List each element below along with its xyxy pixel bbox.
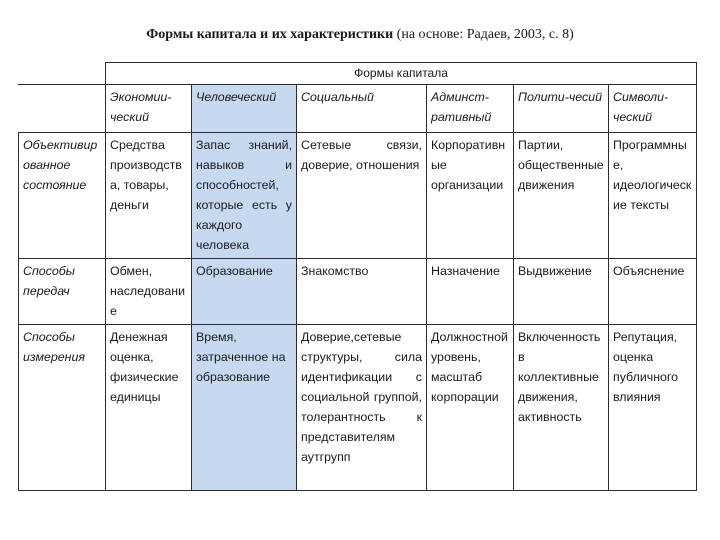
table-cell: Образование: [192, 259, 297, 325]
table-cell: Включенность в коллективные движения, активность: [514, 325, 609, 491]
col-header-symbolic: Символи-ческий: [609, 85, 697, 133]
col-header-political: Полити-чесий: [514, 85, 609, 133]
col-header-social: Социальный: [297, 85, 427, 133]
page-title: [0, 27, 720, 43]
table-cell: Репутация, оценка публичного влияния: [609, 325, 697, 491]
row-header-objectified: Объективированное состояние: [19, 133, 106, 259]
title-main: Формы капитала и их характеристики: [146, 27, 394, 42]
table-cell: Денежная оценка, физические единицы: [106, 325, 192, 491]
table-cell: Партии, общественные движения: [514, 133, 609, 259]
table-cell: Сетевые связи, доверие, отношения: [297, 133, 427, 259]
table-row: [19, 259, 697, 325]
corner-cell: [19, 63, 106, 85]
col-header-human: Человеческий: [192, 85, 297, 133]
capital-forms-table: [18, 62, 697, 491]
table-cell: Корпоративные организации: [427, 133, 514, 259]
table-cell: Время, затраченное на образование: [192, 325, 297, 491]
title-source: (на основе: Радаев, 2003, с. 8): [393, 27, 574, 42]
col-header-economic: Экономии-ческий: [106, 85, 192, 133]
table-cell: Обмен, наследование: [106, 259, 192, 325]
row-header-transfer: Способы передач: [19, 259, 106, 325]
column-header-row: [19, 85, 697, 133]
table-cell: Назначение: [427, 259, 514, 325]
row-header-corner: [19, 85, 106, 133]
table-row: [19, 133, 697, 259]
group-header: Формы капитала: [106, 63, 697, 85]
table-cell: Должностной уровень, масштаб корпорации: [427, 325, 514, 491]
table-row: [19, 325, 697, 491]
table-cell: Знакомство: [297, 259, 427, 325]
table-cell: Объяснение: [609, 259, 697, 325]
row-header-measurement: Способы измерения: [19, 325, 106, 491]
table-cell: Средства производства, товары, деньги: [106, 133, 192, 259]
group-header-row: [19, 63, 697, 85]
table-cell: Доверие,сетевые структуры, сила идентификации с социальной группой, толерантность к представителям аутгрупп: [297, 325, 427, 491]
table-cell: Программные, идеологические тексты: [609, 133, 697, 259]
table-cell: Запас знаний, навыков и способностей, которые есть у каждого человека: [192, 133, 297, 259]
table-cell: Выдвижение: [514, 259, 609, 325]
col-header-administrative: Админст-ративный: [427, 85, 514, 133]
